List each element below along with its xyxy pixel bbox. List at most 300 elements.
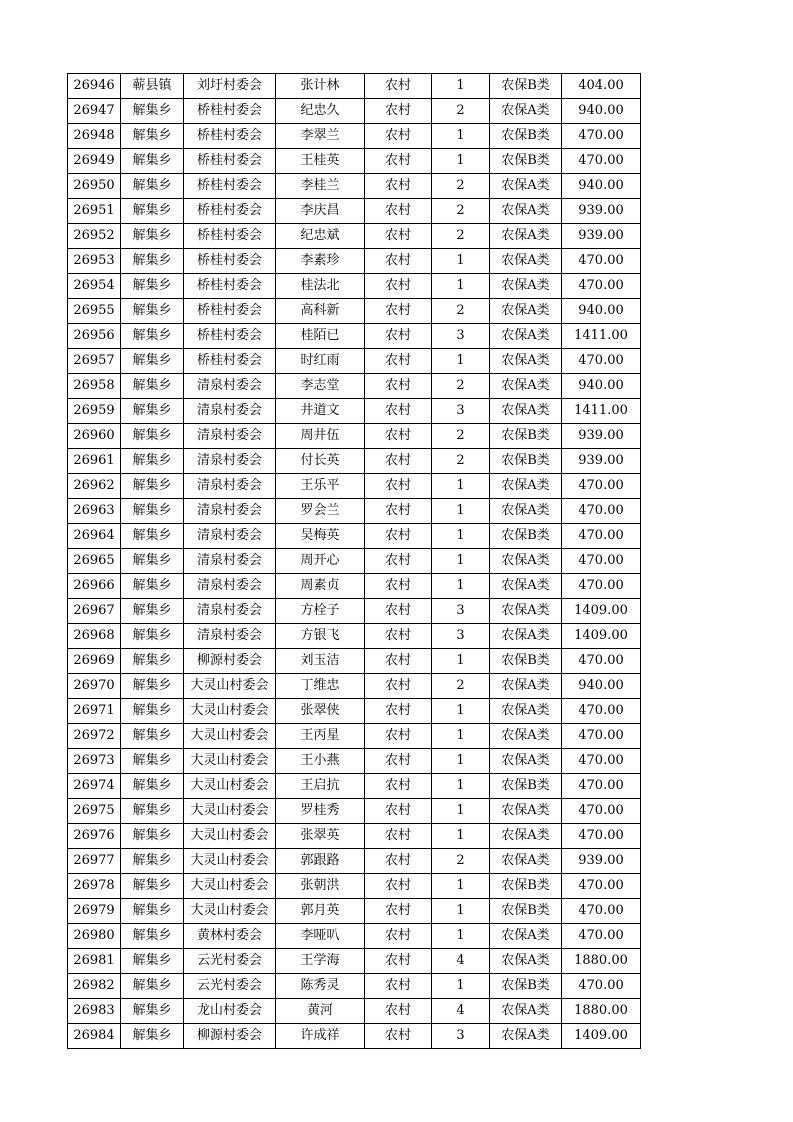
insurance-category-cell: 农保A类 bbox=[490, 474, 562, 499]
household-type-cell: 农村 bbox=[365, 124, 432, 149]
table-row bbox=[68, 974, 641, 999]
village-committee-cell: 刘圩村委会 bbox=[184, 74, 276, 99]
village-committee-cell: 桥桂村委会 bbox=[184, 224, 276, 249]
person-name-cell: 周井伍 bbox=[276, 424, 365, 449]
person-count-cell: 1 bbox=[432, 149, 490, 174]
household-type-cell: 农村 bbox=[365, 349, 432, 374]
person-name-cell: 方栓子 bbox=[276, 599, 365, 624]
insurance-category-cell: 农保B类 bbox=[490, 149, 562, 174]
person-count-cell: 1 bbox=[432, 774, 490, 799]
amount-cell: 470.00 bbox=[562, 349, 641, 374]
household-type-cell: 农村 bbox=[365, 399, 432, 424]
town-cell: 解集乡 bbox=[121, 724, 184, 749]
town-cell: 解集乡 bbox=[121, 949, 184, 974]
insurance-category-cell: 农保A类 bbox=[490, 99, 562, 124]
record-id-cell: 26963 bbox=[68, 499, 121, 524]
person-name-cell: 罗桂秀 bbox=[276, 799, 365, 824]
town-cell: 解集乡 bbox=[121, 824, 184, 849]
person-name-cell: 许成祥 bbox=[276, 1024, 365, 1049]
table-row bbox=[68, 674, 641, 699]
record-id-cell: 26952 bbox=[68, 224, 121, 249]
table-row bbox=[68, 849, 641, 874]
amount-cell: 939.00 bbox=[562, 849, 641, 874]
table-row bbox=[68, 799, 641, 824]
village-committee-cell: 桥桂村委会 bbox=[184, 149, 276, 174]
table-row bbox=[68, 449, 641, 474]
insurance-category-cell: 农保A类 bbox=[490, 599, 562, 624]
village-committee-cell: 大灵山村委会 bbox=[184, 799, 276, 824]
table-row bbox=[68, 824, 641, 849]
insurance-category-cell: 农保A类 bbox=[490, 199, 562, 224]
person-count-cell: 1 bbox=[432, 899, 490, 924]
person-count-cell: 1 bbox=[432, 649, 490, 674]
record-id-cell: 26979 bbox=[68, 899, 121, 924]
amount-cell: 470.00 bbox=[562, 549, 641, 574]
town-cell: 解集乡 bbox=[121, 749, 184, 774]
record-id-cell: 26953 bbox=[68, 249, 121, 274]
village-committee-cell: 大灵山村委会 bbox=[184, 674, 276, 699]
household-type-cell: 农村 bbox=[365, 674, 432, 699]
table-row bbox=[68, 74, 641, 99]
person-count-cell: 1 bbox=[432, 574, 490, 599]
amount-cell: 470.00 bbox=[562, 774, 641, 799]
person-name-cell: 丁维忠 bbox=[276, 674, 365, 699]
person-name-cell: 张计林 bbox=[276, 74, 365, 99]
insurance-category-cell: 农保B类 bbox=[490, 74, 562, 99]
person-name-cell: 时红雨 bbox=[276, 349, 365, 374]
household-type-cell: 农村 bbox=[365, 724, 432, 749]
person-count-cell: 1 bbox=[432, 349, 490, 374]
household-type-cell: 农村 bbox=[365, 74, 432, 99]
household-type-cell: 农村 bbox=[365, 149, 432, 174]
person-count-cell: 1 bbox=[432, 124, 490, 149]
town-cell: 解集乡 bbox=[121, 599, 184, 624]
amount-cell: 470.00 bbox=[562, 899, 641, 924]
amount-cell: 404.00 bbox=[562, 74, 641, 99]
household-type-cell: 农村 bbox=[365, 999, 432, 1024]
town-cell: 解集乡 bbox=[121, 349, 184, 374]
household-type-cell: 农村 bbox=[365, 574, 432, 599]
town-cell: 解集乡 bbox=[121, 424, 184, 449]
amount-cell: 1880.00 bbox=[562, 999, 641, 1024]
insurance-category-cell: 农保A类 bbox=[490, 249, 562, 274]
person-count-cell: 4 bbox=[432, 999, 490, 1024]
household-type-cell: 农村 bbox=[365, 699, 432, 724]
household-type-cell: 农村 bbox=[365, 374, 432, 399]
table-row bbox=[68, 624, 641, 649]
household-type-cell: 农村 bbox=[365, 649, 432, 674]
record-id-cell: 26956 bbox=[68, 324, 121, 349]
village-committee-cell: 桥桂村委会 bbox=[184, 274, 276, 299]
household-type-cell: 农村 bbox=[365, 874, 432, 899]
table-row bbox=[68, 99, 641, 124]
town-cell: 解集乡 bbox=[121, 524, 184, 549]
household-type-cell: 农村 bbox=[365, 499, 432, 524]
household-type-cell: 农村 bbox=[365, 749, 432, 774]
record-id-cell: 26974 bbox=[68, 774, 121, 799]
table-row bbox=[68, 774, 641, 799]
household-type-cell: 农村 bbox=[365, 524, 432, 549]
person-count-cell: 1 bbox=[432, 799, 490, 824]
town-cell: 解集乡 bbox=[121, 474, 184, 499]
insurance-category-cell: 农保A类 bbox=[490, 849, 562, 874]
amount-cell: 470.00 bbox=[562, 574, 641, 599]
person-count-cell: 2 bbox=[432, 674, 490, 699]
insurance-category-cell: 农保A类 bbox=[490, 749, 562, 774]
insurance-category-cell: 农保A类 bbox=[490, 924, 562, 949]
person-name-cell: 吴梅英 bbox=[276, 524, 365, 549]
person-name-cell: 李桂兰 bbox=[276, 174, 365, 199]
record-id-cell: 26946 bbox=[68, 74, 121, 99]
amount-cell: 940.00 bbox=[562, 299, 641, 324]
household-type-cell: 农村 bbox=[365, 449, 432, 474]
household-type-cell: 农村 bbox=[365, 324, 432, 349]
person-count-cell: 3 bbox=[432, 624, 490, 649]
table-row bbox=[68, 249, 641, 274]
person-count-cell: 1 bbox=[432, 699, 490, 724]
insurance-category-cell: 农保A类 bbox=[490, 824, 562, 849]
insurance-category-cell: 农保A类 bbox=[490, 699, 562, 724]
household-type-cell: 农村 bbox=[365, 824, 432, 849]
household-type-cell: 农村 bbox=[365, 424, 432, 449]
amount-cell: 940.00 bbox=[562, 99, 641, 124]
amount-cell: 940.00 bbox=[562, 174, 641, 199]
household-type-cell: 农村 bbox=[365, 274, 432, 299]
town-cell: 解集乡 bbox=[121, 224, 184, 249]
amount-cell: 940.00 bbox=[562, 674, 641, 699]
village-committee-cell: 大灵山村委会 bbox=[184, 824, 276, 849]
village-committee-cell: 柳源村委会 bbox=[184, 649, 276, 674]
town-cell: 解集乡 bbox=[121, 274, 184, 299]
insurance-category-cell: 农保A类 bbox=[490, 374, 562, 399]
amount-cell: 470.00 bbox=[562, 474, 641, 499]
amount-cell: 1880.00 bbox=[562, 949, 641, 974]
person-count-cell: 1 bbox=[432, 549, 490, 574]
record-id-cell: 26948 bbox=[68, 124, 121, 149]
town-cell: 解集乡 bbox=[121, 124, 184, 149]
person-name-cell: 黄河 bbox=[276, 999, 365, 1024]
village-committee-cell: 云光村委会 bbox=[184, 949, 276, 974]
insurance-category-cell: 农保A类 bbox=[490, 574, 562, 599]
person-name-cell: 李庆昌 bbox=[276, 199, 365, 224]
record-id-cell: 26957 bbox=[68, 349, 121, 374]
insurance-category-cell: 农保B类 bbox=[490, 124, 562, 149]
person-count-cell: 3 bbox=[432, 399, 490, 424]
person-count-cell: 2 bbox=[432, 449, 490, 474]
person-name-cell: 付长英 bbox=[276, 449, 365, 474]
table-row bbox=[68, 574, 641, 599]
person-count-cell: 4 bbox=[432, 949, 490, 974]
person-name-cell: 周开心 bbox=[276, 549, 365, 574]
person-name-cell: 纪忠久 bbox=[276, 99, 365, 124]
household-type-cell: 农村 bbox=[365, 974, 432, 999]
record-id-cell: 26978 bbox=[68, 874, 121, 899]
table-row bbox=[68, 324, 641, 349]
person-count-cell: 1 bbox=[432, 724, 490, 749]
person-name-cell: 桂陌已 bbox=[276, 324, 365, 349]
insurance-category-cell: 农保B类 bbox=[490, 449, 562, 474]
amount-cell: 470.00 bbox=[562, 124, 641, 149]
town-cell: 解集乡 bbox=[121, 549, 184, 574]
person-name-cell: 李哑叭 bbox=[276, 924, 365, 949]
village-committee-cell: 清泉村委会 bbox=[184, 424, 276, 449]
table-row bbox=[68, 699, 641, 724]
person-count-cell: 2 bbox=[432, 174, 490, 199]
record-id-cell: 26983 bbox=[68, 999, 121, 1024]
village-committee-cell: 桥桂村委会 bbox=[184, 324, 276, 349]
insurance-category-cell: 农保A类 bbox=[490, 799, 562, 824]
person-name-cell: 郭月英 bbox=[276, 899, 365, 924]
town-cell: 解集乡 bbox=[121, 624, 184, 649]
record-id-cell: 26950 bbox=[68, 174, 121, 199]
table-row bbox=[68, 199, 641, 224]
table-row bbox=[68, 474, 641, 499]
household-type-cell: 农村 bbox=[365, 1024, 432, 1049]
amount-cell: 470.00 bbox=[562, 874, 641, 899]
person-count-cell: 1 bbox=[432, 499, 490, 524]
amount-cell: 1411.00 bbox=[562, 399, 641, 424]
insurance-category-cell: 农保A类 bbox=[490, 724, 562, 749]
insurance-category-cell: 农保A类 bbox=[490, 224, 562, 249]
record-id-cell: 26964 bbox=[68, 524, 121, 549]
table-row bbox=[68, 999, 641, 1024]
amount-cell: 470.00 bbox=[562, 824, 641, 849]
household-type-cell: 农村 bbox=[365, 174, 432, 199]
person-name-cell: 周素贞 bbox=[276, 574, 365, 599]
person-name-cell: 王学海 bbox=[276, 949, 365, 974]
household-type-cell: 农村 bbox=[365, 249, 432, 274]
person-count-cell: 1 bbox=[432, 824, 490, 849]
village-committee-cell: 清泉村委会 bbox=[184, 499, 276, 524]
record-id-cell: 26980 bbox=[68, 924, 121, 949]
town-cell: 解集乡 bbox=[121, 874, 184, 899]
record-id-cell: 26968 bbox=[68, 624, 121, 649]
amount-cell: 939.00 bbox=[562, 199, 641, 224]
household-type-cell: 农村 bbox=[365, 624, 432, 649]
person-count-cell: 1 bbox=[432, 249, 490, 274]
amount-cell: 470.00 bbox=[562, 274, 641, 299]
table-row bbox=[68, 299, 641, 324]
household-type-cell: 农村 bbox=[365, 299, 432, 324]
table-body bbox=[68, 74, 641, 1049]
town-cell: 解集乡 bbox=[121, 924, 184, 949]
person-count-cell: 3 bbox=[432, 1024, 490, 1049]
person-name-cell: 王小燕 bbox=[276, 749, 365, 774]
household-type-cell: 农村 bbox=[365, 599, 432, 624]
town-cell: 解集乡 bbox=[121, 974, 184, 999]
town-cell: 解集乡 bbox=[121, 774, 184, 799]
person-name-cell: 王桂英 bbox=[276, 149, 365, 174]
person-count-cell: 2 bbox=[432, 424, 490, 449]
insurance-category-cell: 农保B类 bbox=[490, 874, 562, 899]
person-count-cell: 2 bbox=[432, 199, 490, 224]
household-type-cell: 农村 bbox=[365, 199, 432, 224]
table-row bbox=[68, 174, 641, 199]
insurance-category-cell: 农保A类 bbox=[490, 549, 562, 574]
village-committee-cell: 柳源村委会 bbox=[184, 1024, 276, 1049]
village-committee-cell: 清泉村委会 bbox=[184, 624, 276, 649]
village-committee-cell: 桥桂村委会 bbox=[184, 249, 276, 274]
record-id-cell: 26967 bbox=[68, 599, 121, 624]
record-id-cell: 26949 bbox=[68, 149, 121, 174]
town-cell: 解集乡 bbox=[121, 249, 184, 274]
town-cell: 解集乡 bbox=[121, 299, 184, 324]
table-row bbox=[68, 599, 641, 624]
person-name-cell: 张翠侠 bbox=[276, 699, 365, 724]
record-id-cell: 26958 bbox=[68, 374, 121, 399]
insurance-category-cell: 农保B类 bbox=[490, 524, 562, 549]
insurance-category-cell: 农保A类 bbox=[490, 274, 562, 299]
household-type-cell: 农村 bbox=[365, 99, 432, 124]
town-cell: 解集乡 bbox=[121, 674, 184, 699]
person-count-cell: 2 bbox=[432, 299, 490, 324]
town-cell: 解集乡 bbox=[121, 149, 184, 174]
amount-cell: 470.00 bbox=[562, 924, 641, 949]
table-row bbox=[68, 874, 641, 899]
village-committee-cell: 大灵山村委会 bbox=[184, 774, 276, 799]
person-name-cell: 李素珍 bbox=[276, 249, 365, 274]
person-name-cell: 方银飞 bbox=[276, 624, 365, 649]
village-committee-cell: 清泉村委会 bbox=[184, 599, 276, 624]
table-row bbox=[68, 349, 641, 374]
household-type-cell: 农村 bbox=[365, 774, 432, 799]
village-committee-cell: 大灵山村委会 bbox=[184, 699, 276, 724]
household-type-cell: 农村 bbox=[365, 224, 432, 249]
village-committee-cell: 清泉村委会 bbox=[184, 399, 276, 424]
town-cell: 解集乡 bbox=[121, 99, 184, 124]
record-id-cell: 26973 bbox=[68, 749, 121, 774]
village-committee-cell: 清泉村委会 bbox=[184, 549, 276, 574]
person-count-cell: 2 bbox=[432, 224, 490, 249]
amount-cell: 1409.00 bbox=[562, 624, 641, 649]
village-committee-cell: 清泉村委会 bbox=[184, 474, 276, 499]
table-row bbox=[68, 949, 641, 974]
amount-cell: 470.00 bbox=[562, 649, 641, 674]
household-type-cell: 农村 bbox=[365, 799, 432, 824]
town-cell: 解集乡 bbox=[121, 799, 184, 824]
table-row bbox=[68, 1024, 641, 1049]
record-id-cell: 26959 bbox=[68, 399, 121, 424]
village-committee-cell: 清泉村委会 bbox=[184, 449, 276, 474]
village-committee-cell: 桥桂村委会 bbox=[184, 174, 276, 199]
town-cell: 解集乡 bbox=[121, 1024, 184, 1049]
insurance-category-cell: 农保A类 bbox=[490, 349, 562, 374]
amount-cell: 470.00 bbox=[562, 749, 641, 774]
table-row bbox=[68, 499, 641, 524]
table-row bbox=[68, 899, 641, 924]
record-id-cell: 26955 bbox=[68, 299, 121, 324]
table-row bbox=[68, 149, 641, 174]
table-row bbox=[68, 924, 641, 949]
household-type-cell: 农村 bbox=[365, 474, 432, 499]
person-count-cell: 1 bbox=[432, 924, 490, 949]
amount-cell: 470.00 bbox=[562, 149, 641, 174]
insurance-category-cell: 农保A类 bbox=[490, 299, 562, 324]
person-count-cell: 3 bbox=[432, 599, 490, 624]
table-row bbox=[68, 124, 641, 149]
insurance-category-cell: 农保A类 bbox=[490, 624, 562, 649]
town-cell: 解集乡 bbox=[121, 324, 184, 349]
village-committee-cell: 龙山村委会 bbox=[184, 999, 276, 1024]
insurance-category-cell: 农保B类 bbox=[490, 649, 562, 674]
table-row bbox=[68, 749, 641, 774]
person-name-cell: 张翠英 bbox=[276, 824, 365, 849]
person-name-cell: 刘玉洁 bbox=[276, 649, 365, 674]
household-type-cell: 农村 bbox=[365, 924, 432, 949]
table-row bbox=[68, 274, 641, 299]
table-row bbox=[68, 224, 641, 249]
record-id-cell: 26972 bbox=[68, 724, 121, 749]
insurance-category-cell: 农保B类 bbox=[490, 774, 562, 799]
amount-cell: 1411.00 bbox=[562, 324, 641, 349]
household-type-cell: 农村 bbox=[365, 949, 432, 974]
record-id-cell: 26960 bbox=[68, 424, 121, 449]
village-committee-cell: 大灵山村委会 bbox=[184, 749, 276, 774]
record-id-cell: 26947 bbox=[68, 99, 121, 124]
village-committee-cell: 大灵山村委会 bbox=[184, 849, 276, 874]
village-committee-cell: 清泉村委会 bbox=[184, 374, 276, 399]
record-id-cell: 26961 bbox=[68, 449, 121, 474]
table-row bbox=[68, 724, 641, 749]
table-row bbox=[68, 524, 641, 549]
town-cell: 解集乡 bbox=[121, 499, 184, 524]
person-count-cell: 2 bbox=[432, 849, 490, 874]
village-committee-cell: 清泉村委会 bbox=[184, 524, 276, 549]
record-id-cell: 26976 bbox=[68, 824, 121, 849]
person-count-cell: 1 bbox=[432, 749, 490, 774]
person-name-cell: 陈秀灵 bbox=[276, 974, 365, 999]
town-cell: 解集乡 bbox=[121, 449, 184, 474]
amount-cell: 1409.00 bbox=[562, 1024, 641, 1049]
table-row bbox=[68, 374, 641, 399]
amount-cell: 470.00 bbox=[562, 524, 641, 549]
village-committee-cell: 桥桂村委会 bbox=[184, 99, 276, 124]
person-count-cell: 2 bbox=[432, 99, 490, 124]
town-cell: 解集乡 bbox=[121, 174, 184, 199]
person-count-cell: 1 bbox=[432, 74, 490, 99]
person-count-cell: 1 bbox=[432, 524, 490, 549]
person-count-cell: 3 bbox=[432, 324, 490, 349]
record-id-cell: 26965 bbox=[68, 549, 121, 574]
person-name-cell: 桂法北 bbox=[276, 274, 365, 299]
insurance-category-cell: 农保A类 bbox=[490, 174, 562, 199]
village-committee-cell: 大灵山村委会 bbox=[184, 874, 276, 899]
amount-cell: 470.00 bbox=[562, 799, 641, 824]
town-cell: 解集乡 bbox=[121, 699, 184, 724]
person-count-cell: 1 bbox=[432, 474, 490, 499]
person-name-cell: 李志堂 bbox=[276, 374, 365, 399]
person-count-cell: 1 bbox=[432, 274, 490, 299]
amount-cell: 470.00 bbox=[562, 249, 641, 274]
town-cell: 解集乡 bbox=[121, 574, 184, 599]
insurance-category-cell: 农保A类 bbox=[490, 949, 562, 974]
record-id-cell: 26982 bbox=[68, 974, 121, 999]
table-row bbox=[68, 424, 641, 449]
insurance-category-cell: 农保B类 bbox=[490, 899, 562, 924]
person-count-cell: 2 bbox=[432, 374, 490, 399]
person-name-cell: 李翠兰 bbox=[276, 124, 365, 149]
amount-cell: 1409.00 bbox=[562, 599, 641, 624]
person-name-cell: 高科新 bbox=[276, 299, 365, 324]
amount-cell: 470.00 bbox=[562, 974, 641, 999]
record-id-cell: 26971 bbox=[68, 699, 121, 724]
village-committee-cell: 桥桂村委会 bbox=[184, 349, 276, 374]
person-name-cell: 罗会兰 bbox=[276, 499, 365, 524]
table-row bbox=[68, 649, 641, 674]
town-cell: 解集乡 bbox=[121, 899, 184, 924]
table-row bbox=[68, 399, 641, 424]
person-name-cell: 王丙星 bbox=[276, 724, 365, 749]
